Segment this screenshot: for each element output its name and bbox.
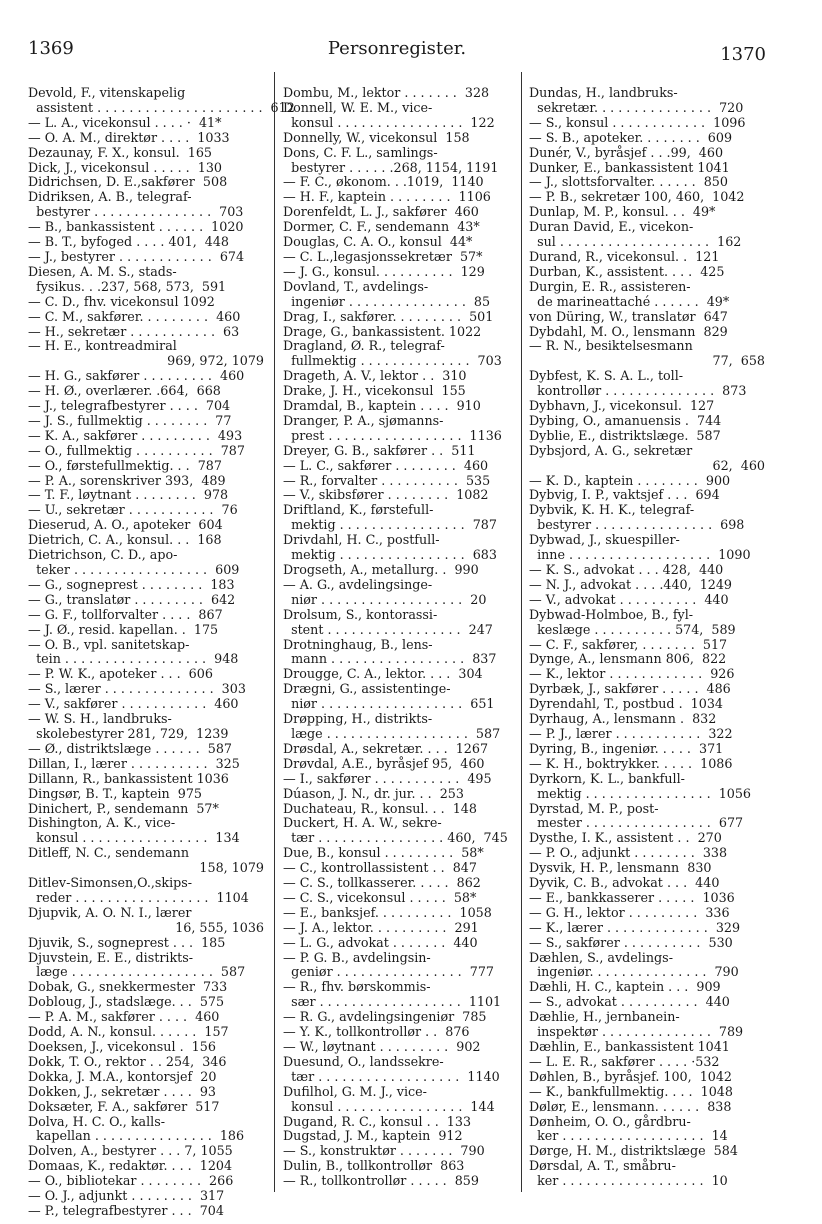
register-entry: — H. F., kaptein . . . . . . . . 1106	[283, 189, 491, 205]
register-entry: Due, B., konsul . . . . . . . . . 58*	[283, 845, 484, 861]
register-entry: Ditleff, N. C., sendemann	[28, 845, 189, 861]
register-entry: — J. Ø., resid. kapellan. . 175	[28, 621, 219, 637]
register-entry: — P., telegrafbestyrer . . . 704	[28, 1202, 224, 1218]
register-entry: — O., fullmektig . . . . . . . . . . 787	[28, 442, 245, 458]
register-entry: — P. O., adjunkt . . . . . . . . 338	[529, 845, 728, 861]
register-entry: — E., banksjef. . . . . . . . . . 1058	[283, 904, 492, 920]
register-entry: — J., bestyrer . . . . . . . . . . . . 674	[28, 248, 245, 264]
register-entry: — R. G., avdelingsingeniør 785	[283, 1009, 487, 1025]
register-entry: Doeksen, J., vicekonsul . 156	[28, 1039, 216, 1054]
register-entry: assistent . . . . . . . . . . . . . . . . . . . . . 612	[28, 99, 295, 115]
register-entry: Dæhli, H. C., kaptein . . . 909	[529, 979, 721, 995]
register-entry: Dørge, H. M., distriktslæge 584	[529, 1143, 738, 1159]
register-entry: Dobloug, J., stadslæge. . . 575	[28, 994, 225, 1010]
register-entry: 969, 972, 1079	[167, 353, 264, 369]
register-entry: Dranger, P. A., sjømanns-	[283, 412, 444, 428]
register-entry: — K., bankfullmektig. . . . 1048	[529, 1083, 733, 1099]
register-entry: ker . . . . . . . . . . . . . . . . . . 14	[529, 1128, 728, 1144]
register-entry: Durban, K., assistent. . . . 425	[529, 263, 725, 279]
register-entry: prest . . . . . . . . . . . . . . . . . 1136	[283, 427, 502, 443]
register-entry: — C. D., fhv. vicekonsul 1092	[28, 293, 215, 309]
register-entry: — J. G., konsul. . . . . . . . . . 129	[283, 263, 485, 279]
register-entry: — C. L.,legasjonssekretær 57*	[283, 248, 483, 264]
register-entry: mester . . . . . . . . . . . . . . . . 677	[529, 815, 744, 831]
register-entry: — S., sakfører . . . . . . . . . . 530	[529, 934, 733, 950]
register-entry: — J., telegrafbestyrer . . . . 704	[28, 398, 231, 414]
register-entry: — L. E. R., sakfører . . . . ·532	[529, 1053, 720, 1069]
register-entry: — V., sakfører . . . . . . . . . . . 460	[28, 696, 239, 712]
register-entry: Dybing, O., amanuensis . 744	[529, 412, 722, 428]
register-entry: Drivdahl, H. C., postfull-	[283, 532, 440, 548]
register-entry: — T. F., løytnant . . . . . . . . 978	[28, 487, 229, 503]
register-entry: mann . . . . . . . . . . . . . . . . . 837	[283, 651, 497, 667]
register-entry: Dyvik, C. B., advokat . . . 440	[529, 875, 720, 891]
register-entry: — G. H., lektor . . . . . . . . . 336	[529, 904, 730, 920]
register-entry: konsul . . . . . . . . . . . . . . . . 122	[283, 114, 495, 130]
register-entry: — I., sakfører . . . . . . . . . . . 495	[283, 770, 492, 786]
register-entry: Drotninghaug, B., lens-	[283, 636, 433, 652]
register-entry: Drøsdal, A., sekretær. . . . 1267	[283, 740, 489, 756]
register-entry: Dæhlie, H., jernbanein-	[529, 1009, 680, 1025]
register-entry: Duckert, H. A. W., sekre-	[283, 815, 442, 831]
register-entry: Dølør, E., lensmann. . . . . . 838	[529, 1098, 732, 1114]
register-entry: Dillann, R., bankassistent 1036	[28, 770, 229, 786]
register-entry: 77, 658	[712, 353, 765, 369]
page-header	[28, 38, 766, 64]
register-entry: Dysthe, I. K., assistent . . 270	[529, 830, 722, 846]
register-entry: fysikus. . .237, 568, 573, 591	[28, 278, 227, 294]
register-entry: Dugand, R. C., konsul . . 133	[283, 1113, 472, 1129]
page-title: Personregister.	[327, 38, 467, 59]
register-entry: Dugstad, J. M., kaptein 912	[283, 1128, 463, 1144]
register-entry: geniør . . . . . . . . . . . . . . . . 777	[283, 964, 494, 980]
register-entry: bestyrer . . . . . .268, 1154, 1191	[283, 159, 499, 175]
register-entry: Drake, J. H., vicekonsul 155	[283, 383, 466, 399]
register-entry: ingeniør . . . . . . . . . . . . . . . 85	[283, 293, 491, 309]
register-entry: Diesen, A. M. S., stads-	[28, 263, 177, 279]
register-entry: — W. S. H., landbruks-	[28, 711, 172, 727]
register-entry: Dundas, H., landbruks-	[529, 85, 678, 100]
page-number-left: 1369	[28, 38, 74, 59]
register-entry: Dingsør, B. T., kaptein 975	[28, 785, 202, 801]
register-entry: Dolven, A., bestyrer . . . 7, 1055	[28, 1143, 233, 1159]
register-entry: — H. Ø., overlærer. .664, 668	[28, 383, 221, 399]
register-entry: Devold, F., vitenskapelig	[28, 85, 186, 100]
register-entry: Dragland, Ø. R., telegraf-	[283, 338, 445, 354]
register-entry: Dúason, J. N., dr. jur. . . 253	[283, 785, 464, 801]
register-entry: reder . . . . . . . . . . . . . . . . . 1104	[28, 889, 249, 905]
register-entry: Duran David, E., vicekon-	[529, 219, 694, 235]
register-entry: sær . . . . . . . . . . . . . . . . . . 1101	[283, 994, 502, 1010]
register-column-2	[283, 86, 515, 1189]
register-entry: — G., sogneprest . . . . . . . . 183	[28, 576, 235, 592]
register-entry: Dynge, A., lensmann 806, 822	[529, 651, 727, 667]
register-entry: — Y. K., tollkontrollør . . 876	[283, 1024, 470, 1040]
register-entry: Dietrichson, C. D., apo-	[28, 547, 178, 563]
register-entry: Dørsdal, A. T., småbru-	[529, 1158, 676, 1174]
register-entry: Dybwad-Holmboe, B., fyl-	[529, 606, 694, 622]
register-entry: Dybhavn, J., vicekonsul. 127	[529, 398, 715, 414]
register-entry: kapellan . . . . . . . . . . . . . . . 186	[28, 1128, 245, 1144]
register-entry: Dyrendahl, T., postbud . 1034	[529, 696, 723, 712]
register-entry: kontrollør . . . . . . . . . . . . . . 873	[529, 383, 747, 399]
register-entry: Dyrhaug, A., lensmann . 832	[529, 711, 717, 727]
register-entry: Dyring, B., ingeniør. . . . . 371	[529, 740, 724, 756]
register-entry: Dyrbæk, J., sakfører . . . . . 486	[529, 681, 731, 697]
register-entry: — S., konsul . . . . . . . . . . . . 1096	[529, 114, 746, 130]
register-entry: Didriksen, A. B., telegraf-	[28, 189, 192, 205]
register-entry: — P. B., sekretær 100, 460, 1042	[529, 189, 745, 205]
register-entry: Drag, I., sakfører. . . . . . . . . 501	[283, 308, 494, 324]
register-column-1	[28, 85, 295, 1219]
register-entry: Dysvik, H. P., lensmann 830	[529, 860, 712, 876]
register-entry: Dufilhol, G. M. J., vice-	[283, 1083, 427, 1099]
register-entry: Dæhlin, E., bankassistent 1041	[529, 1039, 730, 1054]
register-entry: de marineattaché . . . . . . 49*	[529, 293, 730, 309]
register-entry: 62, 460	[712, 457, 765, 473]
register-entry: Dieserud, A. O., apoteker 604	[28, 517, 223, 533]
register-entry: Dyrkorn, K. L., bankfull-	[529, 770, 685, 786]
register-entry: — O. A. M., direktør . . . . 1033	[28, 129, 230, 145]
register-entry: — K., lærer . . . . . . . . . . . . . 329	[529, 919, 741, 935]
register-entry: — R., fhv. børskommis-	[283, 979, 431, 995]
register-entry: — E., bankkasserer . . . . . 1036	[529, 889, 735, 905]
register-entry: Dillan, I., lærer . . . . . . . . . . 325	[28, 755, 240, 771]
register-entry: Dybfest, K. S. A. L., toll-	[529, 368, 684, 384]
register-entry: Dick, J., vicekonsul . . . . . 130	[28, 159, 222, 175]
register-entry: Dyrstad, M. P., post-	[529, 800, 659, 816]
register-entry: 16, 555, 1036	[175, 919, 264, 935]
register-entry: — L. C., sakfører . . . . . . . . 460	[283, 457, 489, 473]
register-entry: Dormer, C. F., sendemann 43*	[283, 219, 480, 235]
register-entry: Djuvstein, E. E., distrikts-	[28, 949, 194, 965]
column-divider-right	[521, 72, 522, 1192]
register-entry: — J. S., fullmektig . . . . . . . . 77	[28, 412, 232, 428]
register-entry: Døhlen, B., byråsjef. 100, 1042	[529, 1068, 732, 1084]
register-entry: — R., tollkontrollør . . . . . 859	[283, 1173, 479, 1189]
register-entry: Dybvik, K. H. K., telegraf-	[529, 502, 695, 518]
register-entry: sekretær. . . . . . . . . . . . . . . 720	[529, 99, 744, 115]
register-entry: — O. J., adjunkt . . . . . . . . 317	[28, 1188, 225, 1204]
register-entry: Drougge, C. A., lektor. . . . 304	[283, 666, 483, 682]
register-entry: Donnell, W. E. M., vice-	[283, 99, 433, 115]
register-entry: inne . . . . . . . . . . . . . . . . . . 1090	[529, 547, 751, 563]
column-divider-left	[274, 72, 275, 1192]
register-entry: tær . . . . . . . . . . . . . . . . . . 1140	[283, 1068, 500, 1084]
register-entry: — U., sekretær . . . . . . . . . . . 76	[28, 502, 238, 518]
register-entry: niør . . . . . . . . . . . . . . . . . . 651	[283, 696, 495, 712]
register-entry: Dobak, G., snekkermester 733	[28, 979, 228, 995]
register-entry: teker . . . . . . . . . . . . . . . . . 609	[28, 562, 240, 577]
register-entry: Dombu, M., lektor . . . . . . . 328	[283, 85, 490, 100]
register-entry: — B. T., byfoged . . . . 401, 448	[28, 234, 230, 250]
register-entry: — P. A., sorenskriver 393, 489	[28, 472, 226, 488]
register-entry: Dodd, A. N., konsul. . . . . . 157	[28, 1024, 229, 1040]
register-entry: — S., advokat . . . . . . . . . . 440	[529, 994, 730, 1010]
register-entry: Drøvdal, A.E., byråsjef 95, 460	[283, 755, 485, 771]
register-entry: — G. F., tollforvalter . . . . 867	[28, 606, 223, 622]
register-entry: Dybsjord, A. G., sekretær	[529, 442, 693, 458]
register-entry: — P. A. M., sakfører . . . . 460	[28, 1009, 220, 1025]
register-entry: — P. J., lærer . . . . . . . . . . . 322	[529, 725, 733, 741]
register-entry: Dybdahl, M. O., lensmann 829	[529, 323, 728, 339]
register-entry: Dishington, A. K., vice-	[28, 815, 176, 831]
register-entry: — O., bibliotekar . . . . . . . . 266	[28, 1173, 234, 1189]
register-entry: Dulin, B., tollkontrollør 863	[283, 1158, 465, 1174]
register-entry: Ditlev-Simonsen,O.,skips-	[28, 875, 193, 891]
register-entry: — C., kontrollassistent . . 847	[283, 860, 477, 876]
register-entry: — S., konstruktør . . . . . . . 790	[283, 1143, 485, 1159]
register-entry: Duesund, O., landssekre-	[283, 1053, 444, 1069]
register-entry: — Ø., distriktslæge . . . . . . 587	[28, 740, 232, 756]
register-entry: Dunlap, M. P., konsul. . . 49*	[529, 204, 716, 220]
register-entry: keslæge . . . . . . . . . . 574, 589	[529, 621, 736, 637]
register-entry: stent . . . . . . . . . . . . . . . . . 247	[283, 621, 493, 637]
register-entry: Dezaunay, F. X., konsul. 165	[28, 144, 212, 160]
register-entry: Durgin, E. R., assisteren-	[529, 278, 691, 294]
register-entry: Dokk, T. O., rektor . . 254, 346	[28, 1053, 227, 1069]
register-entry: Dokka, J. M.A., kontorsjef 20	[28, 1068, 217, 1084]
register-entry: Drageth, A. V., lektor . . 310	[283, 368, 467, 384]
register-entry: — F. C., økonom. . .1019, 1140	[283, 174, 484, 190]
register-entry: — V., advokat . . . . . . . . . . 440	[529, 591, 729, 607]
register-entry: — C. M., sakfører. . . . . . . . . 460	[28, 308, 241, 324]
register-entry: — K. A., sakfører . . . . . . . . . 493	[28, 427, 243, 443]
register-entry: læge . . . . . . . . . . . . . . . . . . 587	[283, 725, 501, 741]
register-entry: — J., slottsforvalter. . . . . . 850	[529, 174, 728, 190]
register-entry: Dyblie, E., distriktslæge. 587	[529, 427, 721, 443]
register-entry: — P. G. B., avdelingsin-	[283, 949, 431, 965]
register-entry: — V., skibsfører . . . . . . . . 1082	[283, 487, 489, 503]
register-entry: Douglas, C. A. O., konsul 44*	[283, 234, 473, 250]
register-entry: Dønheim, O. O., gårdbru-	[529, 1113, 691, 1129]
register-entry: — K. S., advokat . . . 428, 440	[529, 562, 724, 577]
register-entry: — P. W. K., apoteker . . . 606	[28, 666, 213, 682]
register-entry: Dramdal, B., kaptein . . . . 910	[283, 398, 481, 414]
register-entry: Driftland, K., førstefull-	[283, 502, 434, 518]
register-entry: Dorenfeldt, L. J., sakfører 460	[283, 204, 479, 220]
register-entry: — R., forvalter . . . . . . . . . . 535	[283, 472, 491, 488]
register-entry: — C. S., vicekonsul . . . . . 58*	[283, 889, 477, 905]
register-entry: ker . . . . . . . . . . . . . . . . . . 10	[529, 1173, 728, 1189]
register-entry: Dovland, T., avdelings-	[283, 278, 429, 294]
register-entry: Dybwad, J., skuespiller-	[529, 532, 680, 548]
register-entry: — W., løytnant . . . . . . . . . 902	[283, 1039, 481, 1054]
register-entry: — L. A., vicekonsul . . . . · 41*	[28, 114, 222, 130]
register-entry: inspektør . . . . . . . . . . . . . . 789	[529, 1024, 744, 1040]
register-entry: Dokken, J., sekretær . . . . 93	[28, 1083, 216, 1099]
register-entry: — O., førstefullmektig. . . 787	[28, 457, 222, 473]
register-entry: von Düring, W., translatør 647	[529, 308, 728, 324]
register-entry: — K. D., kaptein . . . . . . . . 900	[529, 472, 731, 488]
register-entry: Dreyer, G. B., sakfører . . 511	[283, 442, 476, 458]
register-entry: — N. J., advokat . . . .440, 1249	[529, 576, 732, 592]
register-entry: Drolsum, S., kontorassi-	[283, 606, 438, 622]
register-entry: Djupvik, A. O. N. I., lærer	[28, 904, 192, 920]
register-entry: konsul . . . . . . . . . . . . . . . . 144	[283, 1098, 495, 1114]
register-entry: Dybvig, I. P., vaktsjef . . . 694	[529, 487, 720, 503]
register-entry: Donnelly, W., vicekonsul 158	[283, 129, 470, 145]
register-entry: bestyrer . . . . . . . . . . . . . . . 703	[28, 204, 244, 220]
register-entry: — C. F., sakfører, . . . . . . . 517	[529, 636, 728, 652]
register-entry: sul . . . . . . . . . . . . . . . . . . . 162	[529, 234, 742, 250]
register-entry: — B., bankassistent . . . . . . 1020	[28, 219, 244, 235]
register-entry: Dons, C. F. L., samlings-	[283, 144, 438, 160]
register-entry: Durand, R., vicekonsul. . 121	[529, 248, 720, 264]
register-entry: Dunér, V., byråsjef . . .99, 460	[529, 144, 724, 160]
register-entry: 158, 1079	[199, 860, 264, 876]
register-entry: — R. N., besiktelsesmann	[529, 338, 693, 354]
register-entry: tein . . . . . . . . . . . . . . . . . . 948	[28, 651, 239, 667]
register-entry: — J. A., lektor. . . . . . . . . . 291	[283, 919, 479, 935]
register-entry: tær . . . . . . . . . . . . . . . . 460, 745	[283, 830, 508, 846]
register-entry: læge . . . . . . . . . . . . . . . . . . 587	[28, 964, 246, 980]
register-entry: Dunker, E., bankassistent 1041	[529, 159, 730, 175]
register-entry: Doksæter, F. A., sakfører 517	[28, 1098, 220, 1114]
register-entry: konsul . . . . . . . . . . . . . . . . 134	[28, 830, 240, 846]
register-entry: — A. G., avdelingsinge-	[283, 576, 433, 592]
register-entry: ingeniør. . . . . . . . . . . . . . . 790	[529, 964, 739, 980]
register-entry: mektig . . . . . . . . . . . . . . . . 1056	[529, 785, 751, 801]
register-entry: — H. E., kontreadmiral	[28, 338, 177, 354]
register-entry: — G., translatør . . . . . . . . . 642	[28, 591, 236, 607]
register-entry: Drogseth, A., metallurg. . 990	[283, 562, 479, 577]
register-entry: Dæhlen, S., avdelings-	[529, 949, 673, 965]
register-entry: Drage, G., bankassistent. 1022	[283, 323, 482, 339]
page-number-right: 1370	[720, 44, 766, 65]
register-entry: — C. S., tollkasserer. . . . . 862	[283, 875, 481, 891]
register-entry: Djuvik, S., sogneprest . . . 185	[28, 934, 226, 950]
register-entry: Dinichert, P., sendemann 57*	[28, 800, 219, 816]
register-column-3	[529, 86, 765, 1189]
register-entry: Domaas, K., redaktør. . . . 1204	[28, 1158, 233, 1174]
register-entry: mektig . . . . . . . . . . . . . . . . 683	[283, 547, 497, 563]
register-entry: Didrichsen, D. E.,sakfører 508	[28, 174, 228, 190]
register-entry: — S., lærer . . . . . . . . . . . . . . 303	[28, 681, 246, 697]
register-entry: — K., lektor . . . . . . . . . . . . 926	[529, 666, 735, 682]
register-entry: — O. B., vpl. sanitetskap-	[28, 636, 190, 652]
register-entry: — K. H., boktrykker. . . . . 1086	[529, 755, 733, 771]
register-entry: bestyrer . . . . . . . . . . . . . . . 698	[529, 517, 745, 533]
register-entry: Duchateau, R., konsul. . . 148	[283, 800, 477, 816]
register-entry: — H., sekretær . . . . . . . . . . . 63	[28, 323, 240, 339]
register-entry: — S. B., apoteker. . . . . . . . 609	[529, 129, 733, 145]
register-entry: skolebestyrer 281, 729, 1239	[28, 725, 229, 741]
register-entry: niør . . . . . . . . . . . . . . . . . . 20	[283, 591, 487, 607]
register-entry: fullmektig . . . . . . . . . . . . . . 703	[283, 353, 502, 369]
register-entry: — L. G., advokat . . . . . . . 440	[283, 934, 478, 950]
register-entry: Drøpping, H., distrikts-	[283, 711, 433, 727]
register-entry: Dietrich, C. A., konsul. . . 168	[28, 532, 222, 548]
register-entry: — H. G., sakfører . . . . . . . . . 460	[28, 368, 245, 384]
register-entry: Dolva, H. C. O., kalls-	[28, 1113, 166, 1129]
register-entry: Drægni, G., assistentinge-	[283, 681, 451, 697]
register-entry: mektig . . . . . . . . . . . . . . . . 787	[283, 517, 497, 533]
